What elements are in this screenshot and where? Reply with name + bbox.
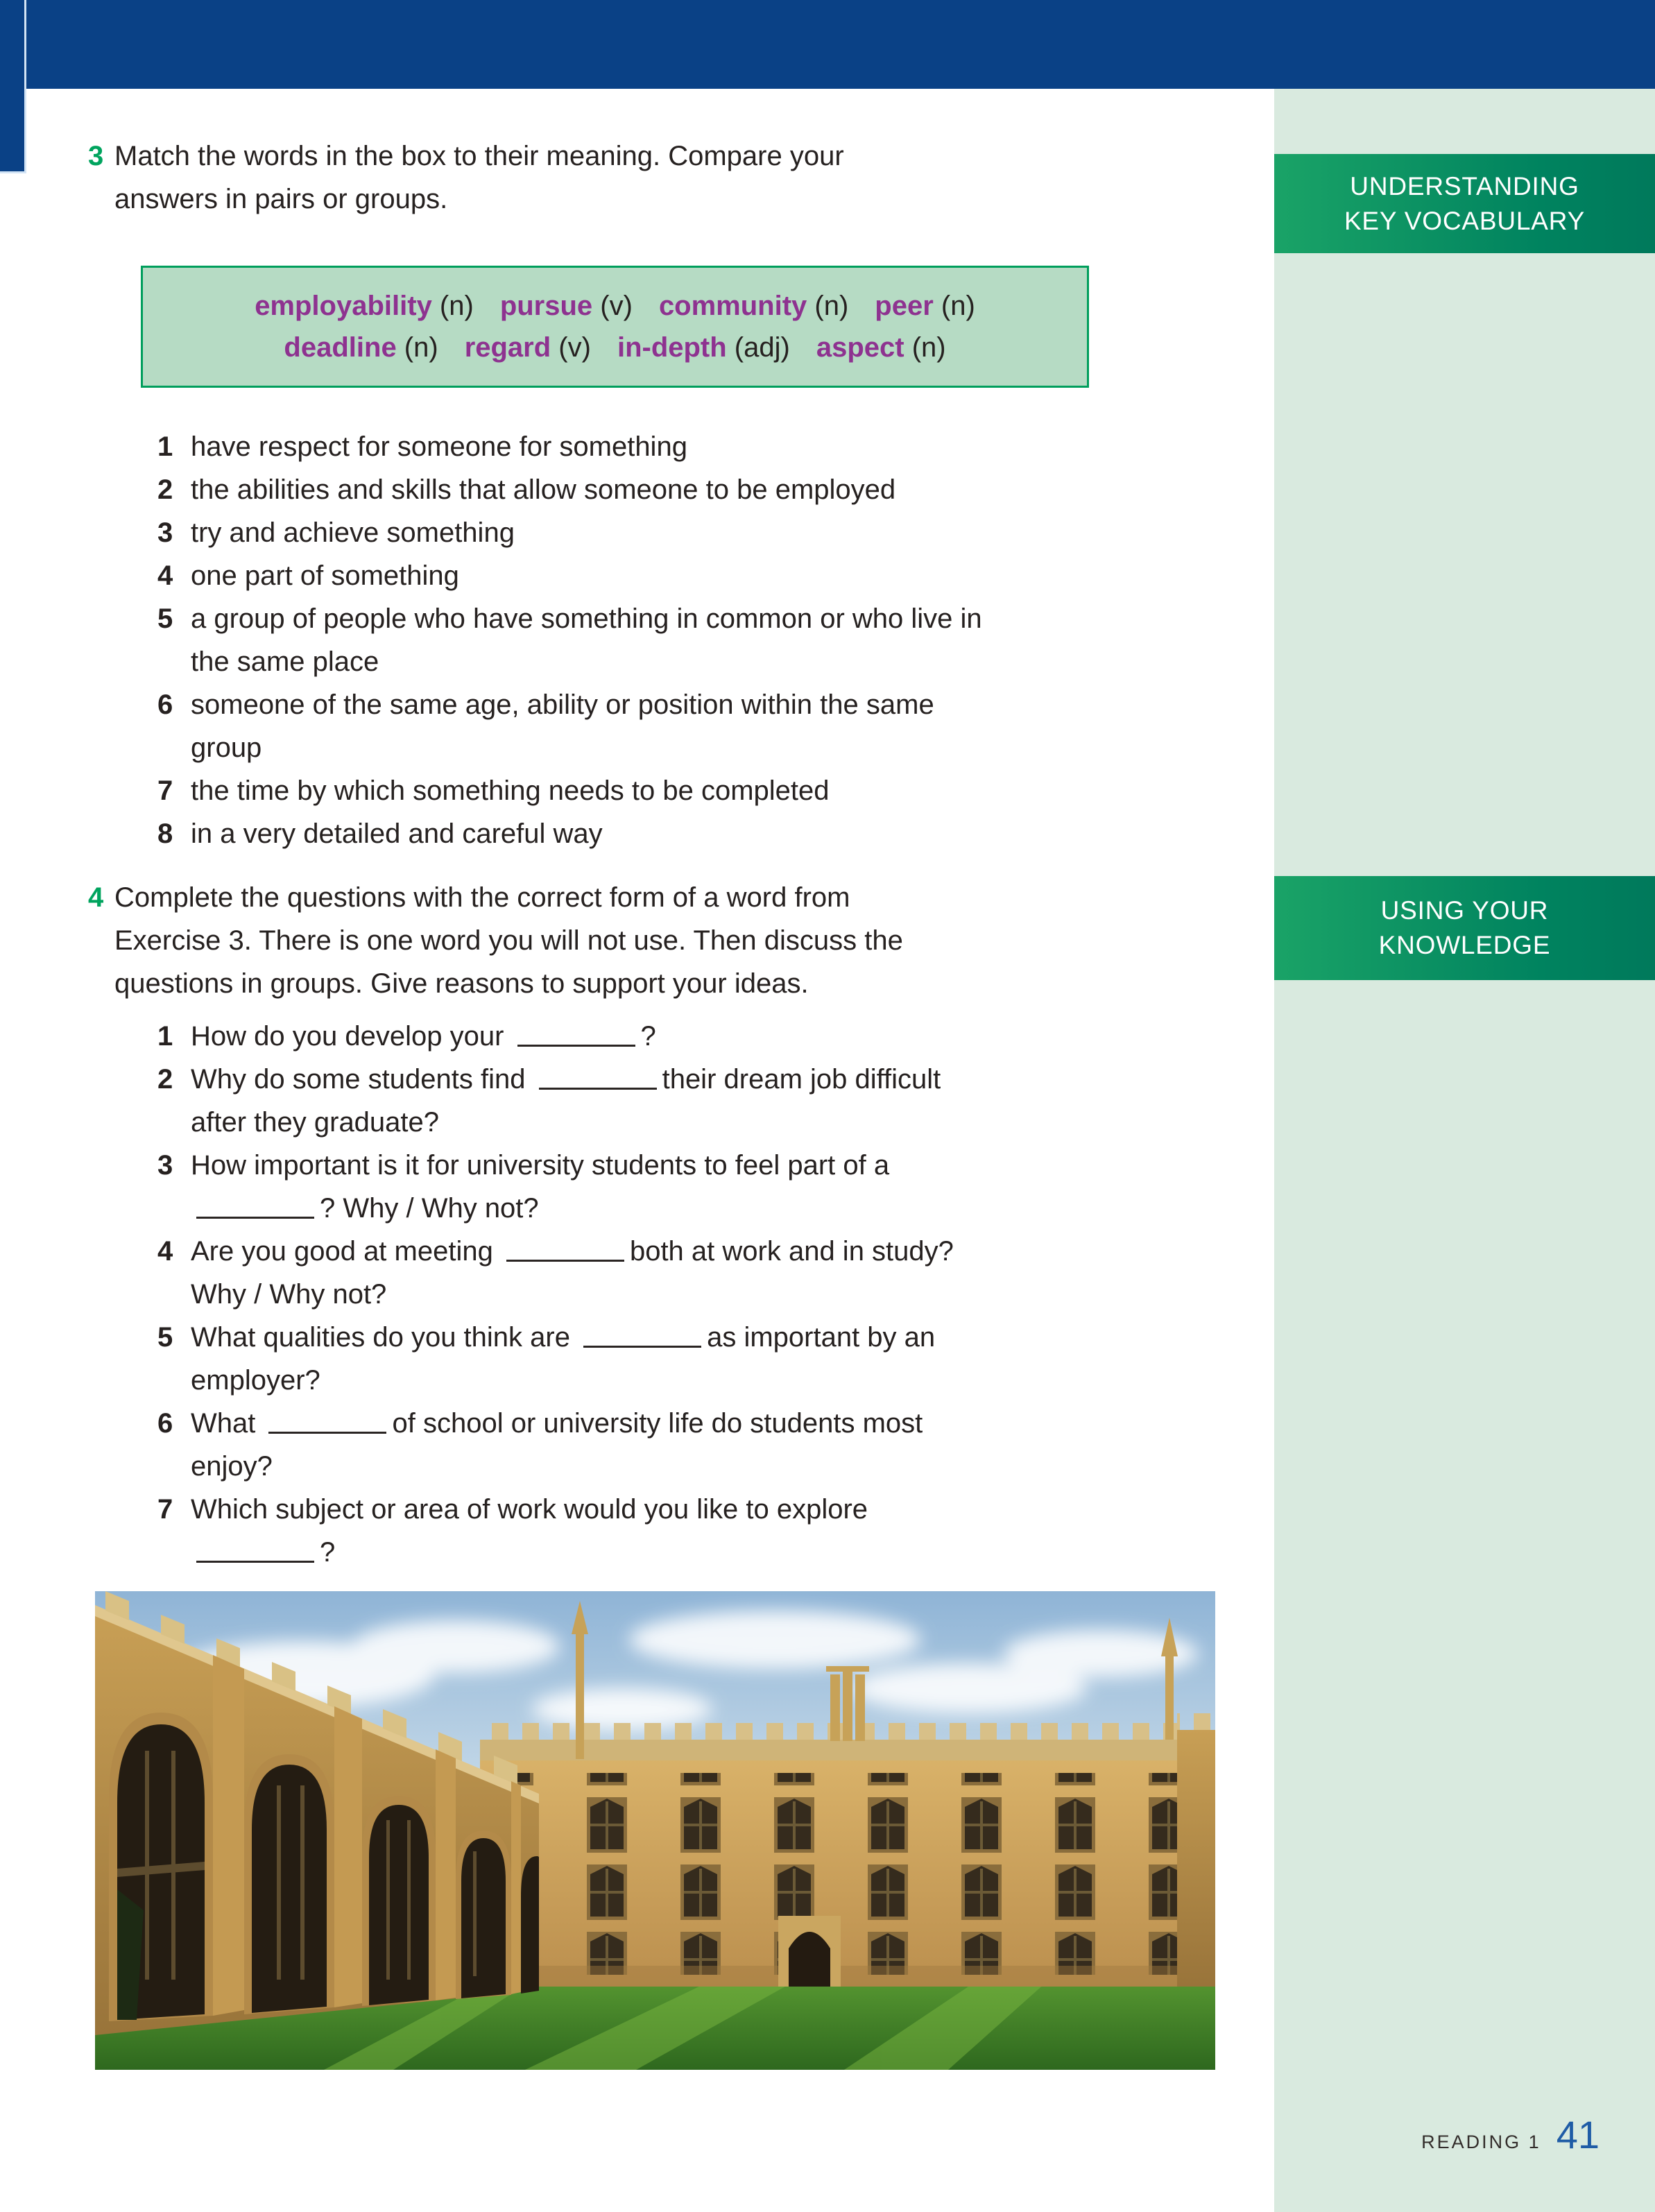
- vocab-word: in-depth: [617, 332, 727, 363]
- badge-line: UNDERSTANDING: [1350, 171, 1579, 200]
- item-number: 4: [157, 1236, 173, 1267]
- word-box-line: [150, 327, 1080, 368]
- question-item: [88, 1015, 1231, 1058]
- question-text: Are you good at meeting both at work and in study? Why / Why not?: [191, 1236, 954, 1310]
- question-item: [88, 1144, 1231, 1230]
- vocab-word: aspect: [816, 332, 904, 363]
- definition-item: [88, 769, 1231, 812]
- answer-blank-line: [539, 1067, 657, 1090]
- badge-line: KNOWLEDGE: [1378, 931, 1551, 959]
- definition-item: [88, 511, 1231, 554]
- item-text: in a very detailed and careful way: [191, 818, 603, 849]
- exercise-3-instruction: [114, 135, 844, 221]
- left-accent-stripe: [0, 0, 26, 173]
- answer-blank-line: [517, 1024, 635, 1047]
- item-number: 7: [157, 1494, 173, 1525]
- question-text: What qualities do you think are as important by an employer?: [191, 1322, 936, 1396]
- vocab-word: regard: [464, 332, 551, 363]
- answer-blank-line: [583, 1325, 701, 1348]
- item-text: the abilities and skills that allow someone to be employed: [191, 474, 896, 505]
- question-text: Why do some students find their dream job difficult after they graduate?: [191, 1064, 941, 1138]
- instruction-line: Match the words in the box to their meaning. Compare your: [114, 141, 844, 171]
- item-number: 5: [157, 603, 173, 634]
- vocab-word: peer: [875, 291, 934, 321]
- question-text: Which subject or area of work would you like to explore ?: [191, 1494, 868, 1568]
- question-text: What of school or university life do students most enjoy?: [191, 1408, 923, 1482]
- answer-blank-line: [506, 1239, 624, 1262]
- definition-item: [88, 554, 1231, 597]
- question-item: [88, 1402, 1231, 1488]
- exercise-4-instruction: [114, 876, 903, 1005]
- vocab-entry: [816, 332, 946, 363]
- instruction-line: Exercise 3. There is one word you will not use. Then discuss the: [114, 925, 903, 956]
- instruction-line: questions in groups. Give reasons to support your ideas.: [114, 968, 809, 999]
- item-number: 4: [157, 560, 173, 591]
- part-of-speech: (v): [592, 291, 633, 321]
- item-number: 1: [157, 431, 173, 462]
- part-of-speech: (n): [933, 291, 975, 321]
- answer-blank-line: [196, 1540, 314, 1563]
- footer-page-number: 41: [1556, 2113, 1600, 2157]
- vocab-entry: [500, 291, 633, 321]
- vocab-word: deadline: [284, 332, 397, 363]
- sidebar-column: [1274, 89, 1655, 2212]
- answer-blank-line: [268, 1411, 386, 1434]
- page-header-band: [0, 0, 1655, 89]
- answer-blank-line: [196, 1196, 314, 1219]
- item-number: 3: [157, 1150, 173, 1181]
- definition-item: [88, 425, 1231, 468]
- page-footer: [1274, 2112, 1655, 2168]
- footer-section-label: READING 1: [1421, 2132, 1541, 2152]
- item-number: 6: [157, 689, 173, 720]
- item-number: 2: [157, 474, 173, 505]
- instruction-line: answers in pairs or groups.: [114, 184, 448, 214]
- exercise-4-question-list: [88, 1015, 1231, 1574]
- question-item: [88, 1058, 1231, 1144]
- item-number: 2: [157, 1064, 173, 1095]
- vocab-entry: [617, 332, 790, 363]
- part-of-speech: (n): [807, 291, 849, 321]
- question-item: [88, 1488, 1231, 1574]
- section-badge-understanding-key-vocabulary: [1274, 154, 1655, 253]
- vocab-word: employability: [255, 291, 432, 321]
- vocab-word: community: [658, 291, 807, 321]
- question-text: How important is it for university students to feel part of a ? Why / Why not?: [191, 1150, 890, 1224]
- item-number: 5: [157, 1322, 173, 1353]
- vocab-word: pursue: [499, 291, 593, 321]
- part-of-speech: (n): [396, 332, 438, 363]
- item-number: 8: [157, 818, 173, 849]
- item-number: 6: [157, 1408, 173, 1439]
- question-item: [88, 1316, 1231, 1402]
- vocab-entry: [255, 291, 474, 321]
- part-of-speech: (n): [431, 291, 474, 321]
- university-courtyard-photo: [95, 1591, 1215, 2070]
- badge-line: USING YOUR: [1380, 896, 1549, 925]
- vocab-entry: [284, 332, 438, 363]
- exercise-3-heading: [88, 135, 1231, 221]
- item-text: a group of people who have something in common or who live in the same place: [191, 603, 982, 677]
- question-text: How do you develop your ?: [191, 1021, 656, 1052]
- definition-item: [88, 812, 1231, 855]
- item-number: 3: [157, 517, 173, 548]
- vocabulary-word-box: [141, 266, 1089, 388]
- item-text: try and achieve something: [191, 517, 515, 548]
- item-number: 1: [157, 1021, 173, 1052]
- exercise-3-definition-list: [88, 425, 1231, 855]
- definition-item: [88, 683, 1231, 769]
- definition-item: [88, 597, 1231, 683]
- instruction-line: Complete the questions with the correct form of a word from: [114, 882, 850, 913]
- item-text: one part of something: [191, 560, 459, 591]
- vocab-entry: [659, 291, 848, 321]
- exercise-4-heading: [88, 876, 1231, 1005]
- word-box-line: [150, 285, 1080, 327]
- item-text: have respect for someone for something: [191, 431, 687, 462]
- question-item: [88, 1230, 1231, 1316]
- exercise-3-number: 3: [88, 141, 104, 171]
- main-content: [88, 135, 1231, 2070]
- definition-item: [88, 468, 1231, 511]
- part-of-speech: (adj): [726, 332, 790, 363]
- exercise-4-number: 4: [88, 882, 104, 913]
- vocab-entry: [875, 291, 975, 321]
- badge-line: KEY VOCABULARY: [1344, 206, 1586, 235]
- item-number: 7: [157, 775, 173, 806]
- vocab-entry: [465, 332, 591, 363]
- item-text: the time by which something needs to be completed: [191, 775, 830, 806]
- part-of-speech: (v): [551, 332, 591, 363]
- part-of-speech: (n): [904, 332, 946, 363]
- section-badge-using-your-knowledge: [1274, 876, 1655, 980]
- item-text: someone of the same age, ability or position within the same group: [191, 689, 934, 763]
